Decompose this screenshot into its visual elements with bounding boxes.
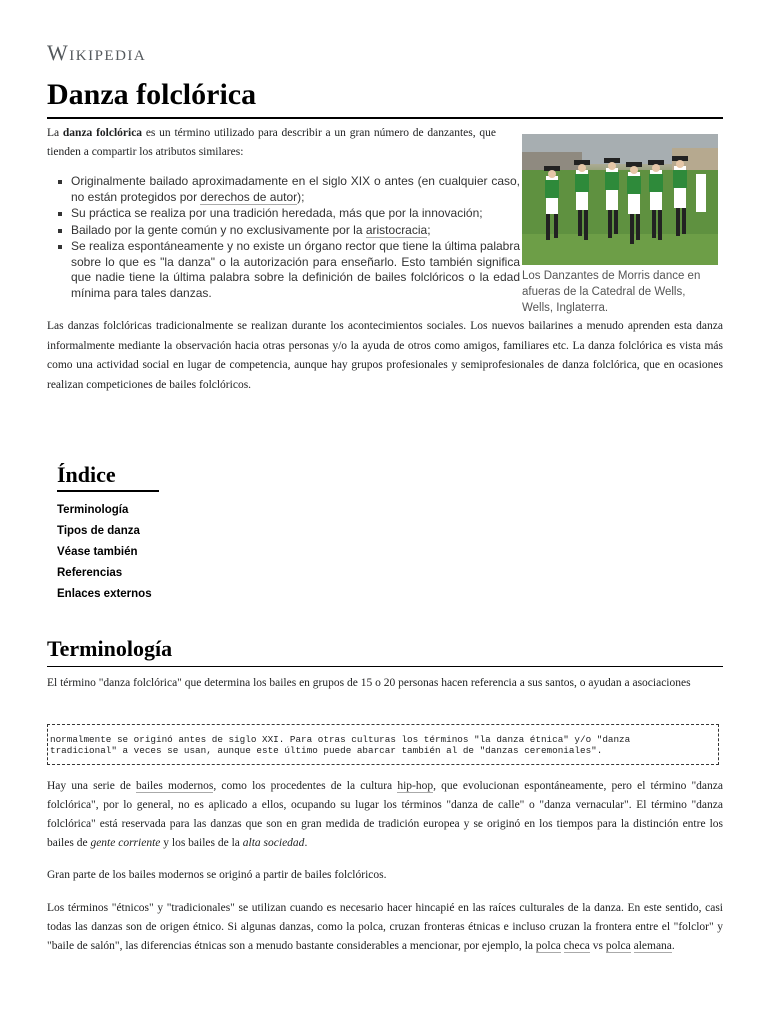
pre-line: tradicional" a veces se usan, aunque este último puede abarcar también al de "danzas ceremoniales". [50,745,603,756]
list-text: Se realiza espontáneamente y no existe un órgano rector que tiene la última palabra sobre lo que es "la danza" o la autorización para enseñarlo. Esto también significa que nadie tiene la última palabra sobre la definición de bailes folclóricos o la edad mínima para tales danzas. [71,239,520,300]
paragraph-text: Hay una serie de [47,780,136,792]
section-divider [47,666,723,667]
list-item [71,174,520,205]
toc-item-terminologia[interactable]: Terminología [57,504,129,516]
list-text: Bailado por la gente común y no exclusivamente por la [71,222,366,237]
list-text: Originalmente bailado aproximadamente en el siglo XIX o antes (en cualquier caso, no están protegidos por [71,174,520,204]
link-polca[interactable]: polca [535,940,561,952]
paragraph-text: Los términos "étnicos" y "tradicionales" se utilizan cuando es necesario hacer hincapié en las raíces culturales de la danza. En este sentido, casi todas las danzas son de origen étnico. Si algunas danzas, como la polca, cruzan fronteras étnicas e incluso cruzan la frontera entre el "folclor" y "baile de salón", las diferencias étnicas son a menudo bastante considerables a mencionar, por ejemplo, la [47,902,723,952]
toc-item-enlaces-externos[interactable]: Enlaces externos [57,588,152,600]
lead-paragraph-2: Las danzas folclóricas tradicionalmente se realizan durante los acontecimientos sociales. Los nuevos bailarines a menudo aprenden esta danza informalmente mediante la observación hacia otras personas y/o la ayuda de otros como amigos, familiares etc. La danza folclórica es vista más como una actividad social en lugar de competencia, aunque hay grupos profesionales y semiprofesionales de danza folclórica, que en ocasiones realizan competiciones de bailes folclóricos. [47,320,723,391]
section-paragraph-1: El término "danza folclórica" que determina los bailes en grupos de 15 o 20 personas hacen referencia a sus santos, o ayudan a asociaciones [47,677,691,689]
page-title: Danza folclórica [47,78,257,111]
morris-dancers-illustration [522,134,718,265]
paragraph-text: , como los procedentes de la cultura [213,780,398,792]
list-item [71,223,520,239]
pre-line: normalmente se originó antes de siglo XXI. Para otras culturas los términos "la danza étnica" y/o "danza [50,734,631,745]
section-paragraph-4 [47,899,723,956]
attribute-list [47,174,520,302]
link-alemana[interactable]: alemana [633,940,672,952]
paragraph-text: y los bailes de la [160,837,243,849]
section-heading-terminologia: Terminología [47,636,173,661]
title-divider [47,117,723,119]
preformatted-block [47,724,719,765]
toc-list [57,500,257,605]
link-aristocracia[interactable]: aristocracia [365,222,428,237]
italic-text: gente corriente [90,837,161,849]
paragraph-text: . [671,940,675,952]
lead-text: La [47,127,63,139]
morris-dancers-photo[interactable] [522,134,718,265]
link-hip-hop[interactable]: hip-hop [397,780,434,792]
list-text: ; [427,222,431,237]
link-derechos-de-autor[interactable]: derechos de autor [200,189,298,204]
list-text: Su práctica se realiza por una tradición heredada, más que por la innovación; [71,206,483,220]
toc-item-referencias[interactable]: Referencias [57,567,123,579]
link-checa[interactable]: checa [563,940,590,952]
paragraph-text: vs [589,940,606,952]
paragraph-text: , que evolucionan espontáneamente, pero el término "danza folclórica", por lo general, no es aplicado a ellos, ocupando su lugar los términos "danza de calle" o "danza vernacular". El término "danza folclórica" está reservada para las danzas que son en gran medida de tradición europea y se originó en los tiempos para la distinción entre los bailes de [47,780,723,849]
lead-bold-term: danza folclórica [62,127,143,139]
link-bailes-modernos[interactable]: bailes modernos [135,780,214,792]
toc-title: Índice [57,462,159,492]
lead-paragraph [47,124,496,162]
figure-caption: Los Danzantes de Morris dance en afueras de la Catedral de Wells, Wells, Inglaterra. [522,270,701,314]
link-polca-2[interactable]: polca [605,940,631,952]
list-item [71,239,520,301]
lead-text: es un término utilizado para describir a un gran número de danzantes, que tienden a compartir los atributos similares: [47,127,497,158]
italic-text: alta sociedad [242,837,305,849]
thumbnail-figure [522,134,718,316]
list-item [71,206,520,222]
toc-item-vease-tambien[interactable]: Véase también [57,546,138,558]
wikipedia-logo[interactable]: Wikipedia [47,40,147,65]
section-paragraph-3: Gran parte de los bailes modernos se originó a partir de bailes folclóricos. [47,869,387,881]
paragraph-text: . [304,837,308,849]
section-paragraph-2 [47,777,723,853]
toc-item-tipos-de-danza[interactable]: Tipos de danza [57,525,140,537]
table-of-contents [57,462,257,605]
list-text: ); [297,189,305,204]
